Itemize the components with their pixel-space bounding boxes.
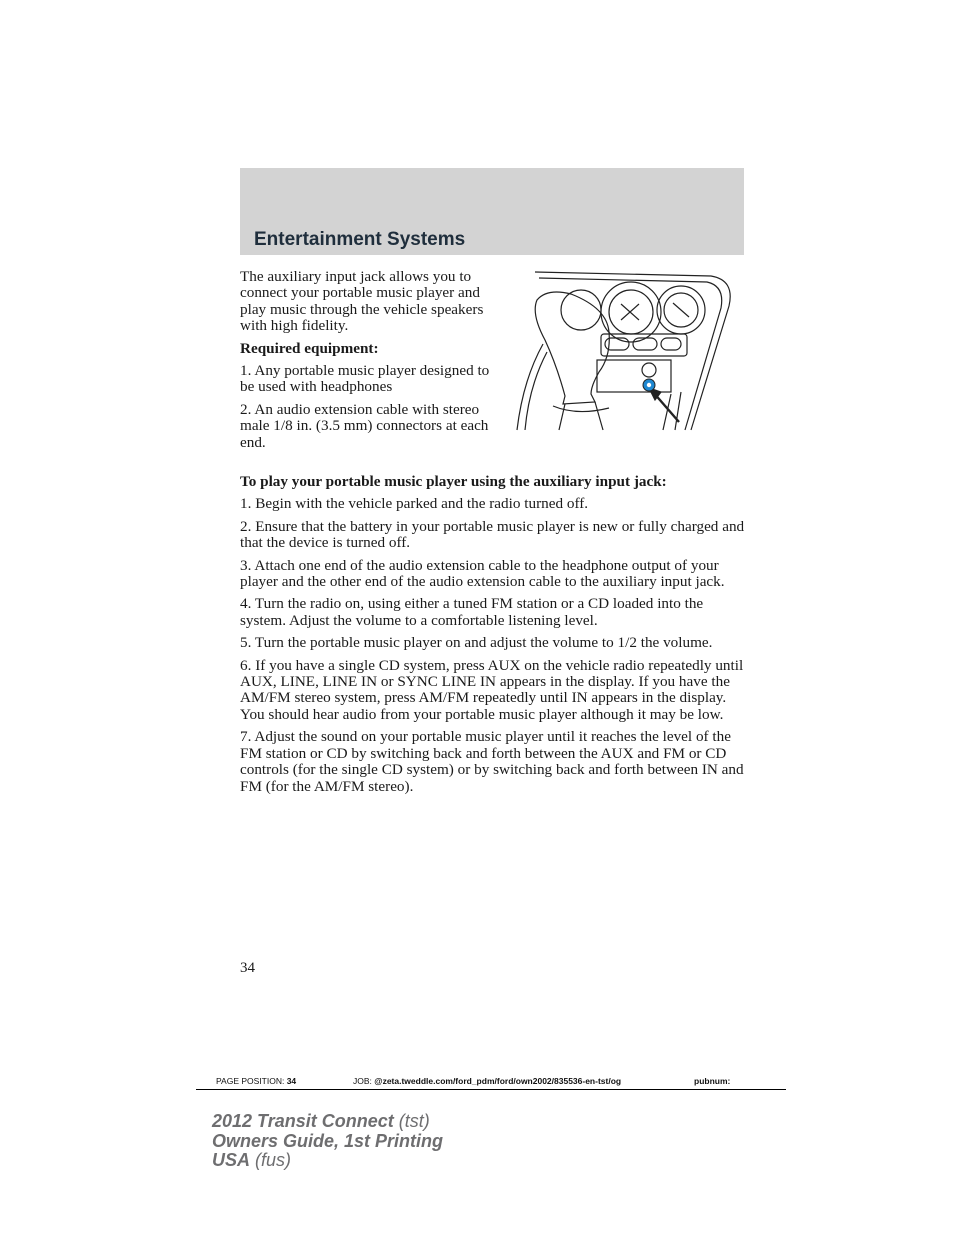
intro-column <box>240 269 490 457</box>
auxiliary-input-jack-illustration <box>513 270 739 432</box>
guide-market: USA <box>212 1150 251 1170</box>
footer-job <box>353 1076 621 1086</box>
procedure-step: 4. Turn the radio on, using either a tuned FM station or a CD loaded into the system. Adjust the volume to a comfortable listening level. <box>240 595 704 629</box>
section-title: Entertainment Systems <box>254 229 466 250</box>
procedure-step: 7. Adjust the sound on your portable music player until it reaches the level of the FM station or CD by switching back and forth between the AUX and FM or CD controls (for the single CD system) or by switching back and forth between IN and FM (for the AM/FM stereo). <box>240 728 744 795</box>
procedure-step: 1. Begin with the vehicle parked and the radio turned off. <box>240 495 589 513</box>
job-label: JOB: <box>353 1076 372 1086</box>
guide-identification <box>212 1112 443 1171</box>
pubnum-label: pubnum: <box>694 1076 731 1086</box>
section-header-band <box>240 168 744 255</box>
procedure-step: 3. Attach one end of the audio extension cable to the headphone output of your player and the other end of the audio extension cable to the auxiliary input jack. <box>240 556 725 591</box>
page-position-value: 34 <box>286 1076 297 1086</box>
guide-printing: Owners Guide, 1st Printing <box>212 1130 444 1151</box>
page-number: 34 <box>240 960 255 976</box>
footer-pubnum <box>694 1076 730 1086</box>
page-position-label: PAGE POSITION: <box>216 1076 285 1086</box>
procedure-note: You should hear audio from your portable music player although it may be low. <box>240 705 724 723</box>
guide-market-code: (fus) <box>255 1150 292 1170</box>
procedure-step: 5. Turn the portable music player on and adjust the volume to 1/2 the volume. <box>240 634 713 652</box>
equipment-item: 2. An audio extension cable with stereo male 1/8 in. (3.5 mm) connectors at each end. <box>240 400 489 451</box>
procedure-step: 6. If you have a single CD system, press AUX on the vehicle radio repeatedly until AUX, LINE, LINE IN or SYNC LINE IN appears in the display. If you have the AM/FM stereo system, press AM/FM repeatedly until IN appears in the display. <box>240 656 744 707</box>
guide-model-code: (tst) <box>398 1111 430 1131</box>
procedure-section <box>240 474 746 801</box>
job-value: @zeta.tweddle.com/ford_pdm/ford/own2002/835536-en-tst/og <box>374 1076 622 1086</box>
footer-divider <box>196 1089 786 1090</box>
required-equipment-heading: Required equipment: <box>240 339 379 357</box>
equipment-item: 1. Any portable music player designed to be used with headphones <box>240 362 490 396</box>
footer-page-position <box>216 1076 296 1086</box>
guide-model: 2012 Transit Connect <box>212 1111 394 1131</box>
intro-paragraph: The auxiliary input jack allows you to connect your portable music player and play music through the vehicle speakers with high fidelity. <box>240 268 484 335</box>
procedure-heading: To play your portable music player using the auxiliary input jack: <box>240 473 667 490</box>
procedure-step: 2. Ensure that the battery in your portable music player is new or fully charged and that the device is turned off. <box>240 517 745 552</box>
